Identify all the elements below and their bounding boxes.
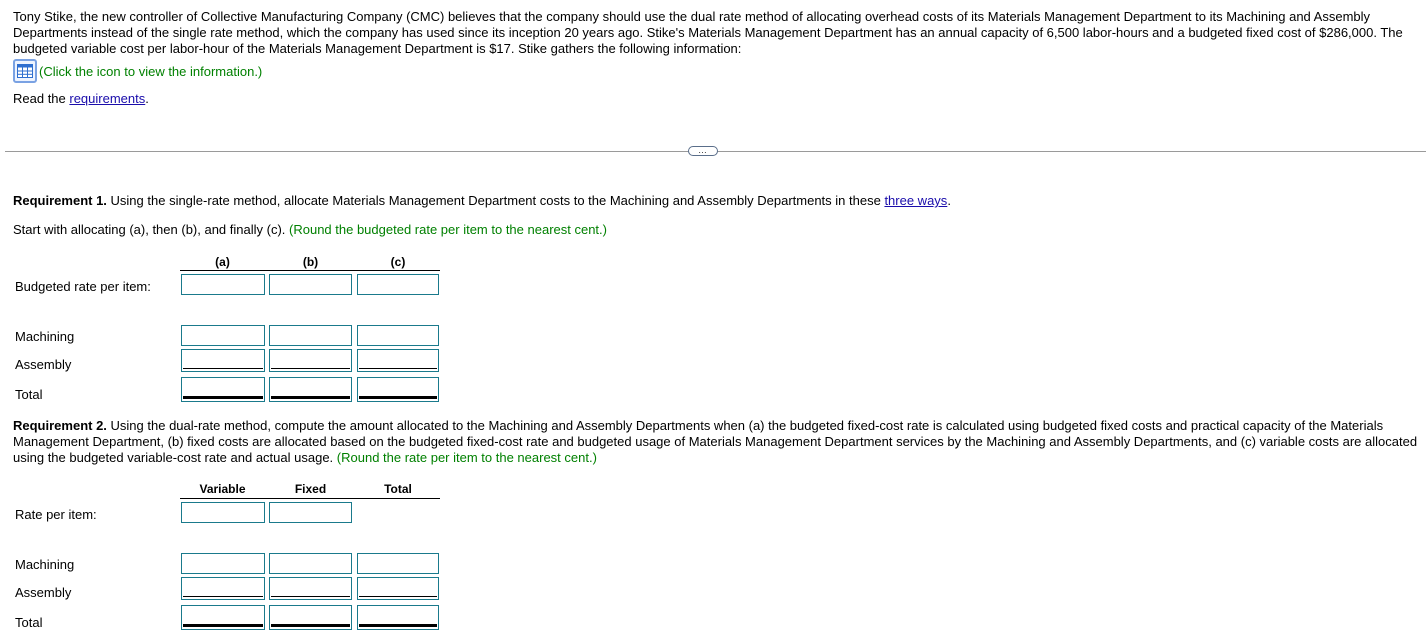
subtotal-rule (359, 368, 437, 369)
row-label-assembly: Assembly (15, 585, 72, 600)
intro-text: Tony Stike, the new controller of Collective Manufacturing Company (CMC) believes that the company should use the dual rate method of allocating overhead costs of its Materials Management Department to its Machining and Assembly Departments instead of the single rate method, which the company has used since its inception 20 years ago. Stike's Materials Management Department has an annual capacity of 6,500 labor-hours and a budgeted fixed cost of $286,000. The budgeted variable cost per labor-hour of the Materials Management Department is $17. Stike gathers the following information: (13, 9, 1403, 56)
requirement-1-instruction (13, 222, 607, 237)
requirements-link[interactable]: requirements (69, 91, 146, 106)
col-header-variable: Variable (199, 482, 246, 496)
col-header-fixed: Fixed (294, 482, 327, 496)
machining-variable-input[interactable] (181, 553, 265, 574)
subtotal-rule (271, 368, 350, 369)
col-header-a: (a) (215, 255, 230, 269)
requirement-2-prompt (13, 418, 1423, 466)
row-label-assembly: Assembly (15, 357, 72, 372)
read-requirements (13, 91, 149, 106)
rate-b-input[interactable] (269, 274, 352, 295)
subtotal-rule (271, 596, 350, 597)
subtotal-rule (183, 596, 263, 597)
machining-b-input[interactable] (269, 325, 352, 346)
row-label-total: Total (15, 387, 43, 402)
header-rule (180, 498, 440, 499)
req2-label: Requirement 2. (13, 418, 107, 433)
machining-c-input[interactable] (357, 325, 439, 346)
total-double-rule (359, 396, 437, 399)
machining-a-input[interactable] (181, 325, 265, 346)
total-double-rule (183, 624, 263, 627)
req2-hint: (Round the rate per item to the nearest cent.) (336, 450, 597, 465)
rate-a-input[interactable] (181, 274, 265, 295)
rate-variable-input[interactable] (181, 502, 265, 523)
machining-fixed-input[interactable] (269, 553, 352, 574)
table-grid-icon[interactable] (13, 59, 37, 83)
read-prefix: Read the (13, 91, 70, 106)
req1-label: Requirement 1. (13, 193, 107, 208)
info-link[interactable]: (Click the icon to view the information.) (39, 63, 263, 79)
three-ways-link[interactable]: three ways (884, 193, 948, 208)
subtotal-rule (183, 368, 263, 369)
header-rule (180, 270, 440, 271)
read-suffix: . (145, 91, 149, 106)
row-label-total: Total (15, 615, 43, 630)
subtotal-rule (359, 596, 437, 597)
req1-hint: (Round the budgeted rate per item to the nearest cent.) (289, 222, 607, 237)
col-header-c: (c) (390, 255, 406, 269)
budgeted-rate-label: Budgeted rate per item: (15, 279, 151, 294)
problem-statement (13, 9, 1413, 57)
total-double-rule (359, 624, 437, 627)
row-label-machining: Machining (15, 329, 75, 344)
machining-total-input[interactable] (357, 553, 439, 574)
info-row (13, 58, 262, 84)
req1-suffix: . (947, 193, 951, 208)
total-double-rule (183, 396, 263, 399)
col-header-b: (b) (302, 255, 319, 269)
col-header-total: Total (384, 482, 412, 496)
req1-start: Start with allocating (a), then (b), and finally (c). (13, 222, 290, 237)
row-label-machining: Machining (15, 557, 75, 572)
rate-fixed-input[interactable] (269, 502, 352, 523)
expand-more-button[interactable]: … (688, 146, 718, 156)
requirement-1-prompt (13, 193, 951, 208)
total-double-rule (271, 624, 350, 627)
rate-per-item-label: Rate per item: (15, 507, 97, 522)
total-double-rule (271, 396, 350, 399)
req2-text: Using the dual-rate method, compute the amount allocated to the Machining and Assembly Departments when (a) the budgeted fixed-cost rate is calculated using budgeted fixed costs and practical capacity of the Materials Management Department, (b) fixed costs are allocated based on the budgeted fixed-cost rate and budgeted usage of Materials Management Department services by the Machining and Assembly Departments, and (c) variable costs are allocated using the budgeted variable-cost rate and actual usage. (13, 418, 1418, 465)
rate-c-input[interactable] (357, 274, 439, 295)
req1-text: Using the single-rate method, allocate Materials Management Department costs to the Machining and Assembly Departments in these (106, 193, 885, 208)
